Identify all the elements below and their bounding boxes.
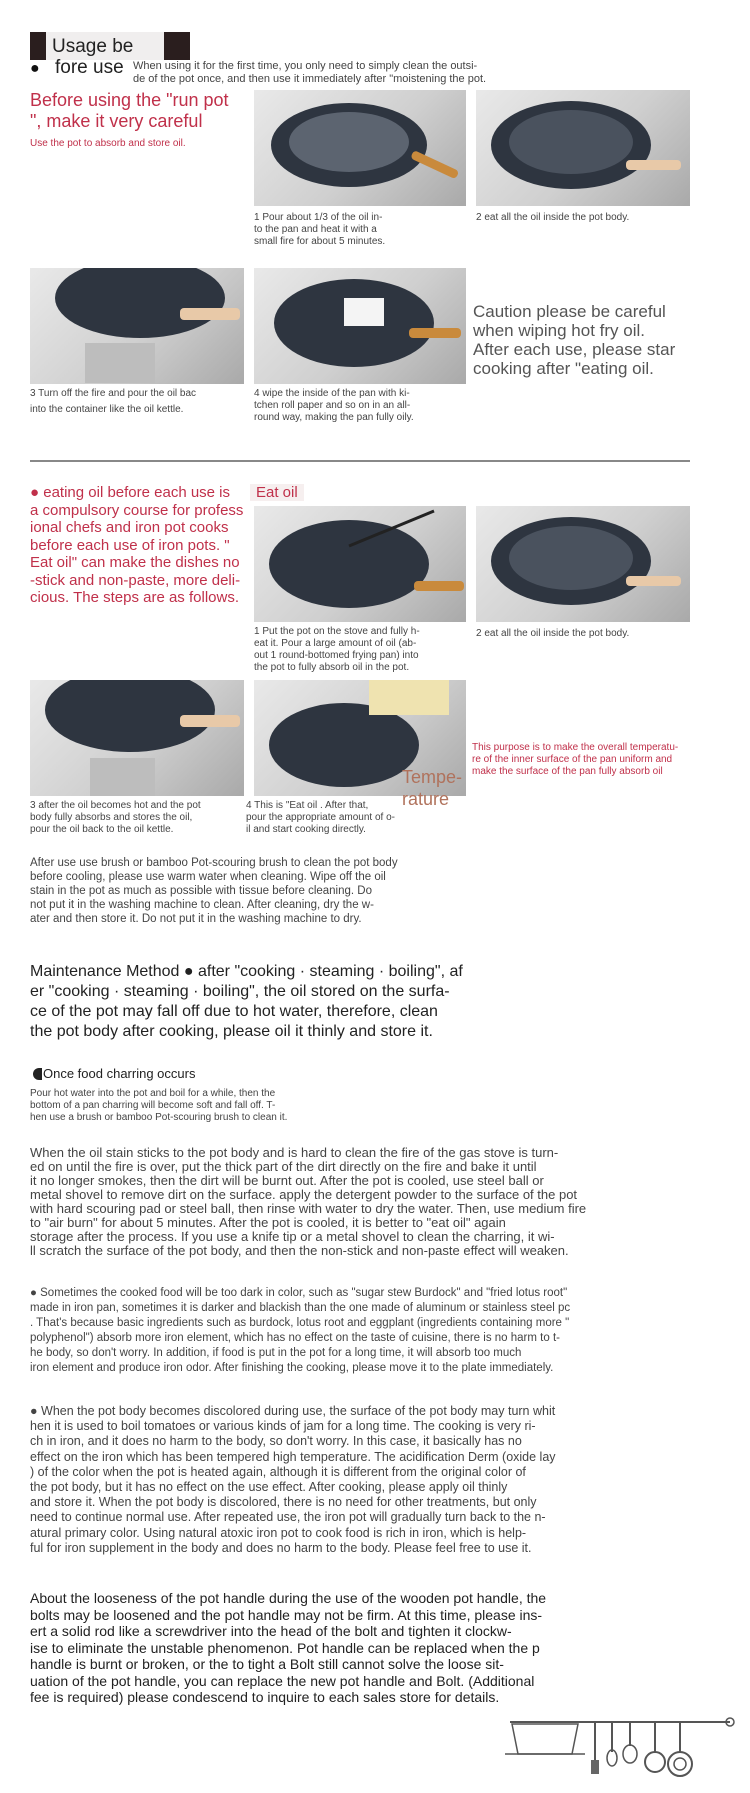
section1-heading: Before using the "run pot ", make it very careful <box>30 90 229 131</box>
purpose-note: This purpose is to make the overall temperatu- re of the inner surface of the pan uniform and make the surface of the pan fully absorb oil <box>472 742 679 777</box>
caption-1-1: 1 Pour about 1/3 of the oil in- to the pan and heat it with a small fire for about 5 minutes. <box>254 212 386 247</box>
photo-eat-oil-2 <box>476 506 690 622</box>
temperature-label: Tempe- rature <box>402 767 463 809</box>
photo-pour-back <box>30 268 244 384</box>
wok-illustration <box>254 506 466 622</box>
section1-sub: Use the pot to absorb and store oil. <box>30 138 186 149</box>
wok-illustration <box>476 90 690 206</box>
caption-1-2: 2 eat all the oil inside the pot body. <box>476 212 630 223</box>
photo-eat-oil-1 <box>476 90 690 206</box>
dark-color-text: ● Sometimes the cooked food will be too dark in color, such as "sugar stew Burdock" and "fried lotus root" made in iron pan, sometimes it is darker and blackish than the one made of aluminum or stainless steel pc . That's because basic ingredients such as burdock, lotus root and eggplant (ingredients containing more " polyphenol") absorb more iron element, which has no effect on the taste of cuisine, there is no harm to t- he body, so don't worry. In addition, if food is put in the pot for a long time, it will absorb too much iron element and produce iron odor. After finishing the cooking, please move it to the plate immediately. <box>30 1287 571 1374</box>
header-title-block <box>30 32 165 60</box>
section2-intro: ● eating oil before each use is a compulsory course for profess ional chefs and iron pot cooks before each use of iron pots. " Eat oil" can make the dishes no -stick and non-paste, more deli- cious. The steps are as follows. <box>30 484 244 606</box>
caption-2-2: 2 eat all the oil inside the pot body. <box>476 628 630 639</box>
section-divider <box>30 460 690 462</box>
wok-illustration <box>254 90 466 206</box>
header-title: Usage be <box>52 36 134 57</box>
caution-note: Caution please be careful when wiping hot fry oil. After each use, please star cooking after "eating oil. <box>473 302 676 378</box>
caption-2-3: 3 after the oil becomes hot and the pot body fully absorbs and stores the oil, pour the oil back to the oil kettle. <box>30 800 201 835</box>
title-marker-right <box>164 32 190 60</box>
oil-stain-text: When the oil stain sticks to the pot body and is hard to clean the fire of the gas stove is turn- ed on until the fire is over, put the thick part of the dirt directly on the fire and bake it until it no longer smokes, then the dirt will be burnt out. After the pot is cooled, use steel ball or metal shovel to remove dirt on the surface. apply the detergent powder to the surface of the pot with hard scouring pad or steel ball, then rinse with water to dry the water. Then, use medium fire to "air burn" for about 5 minutes. After the pot is cooled, it is better to "eat oil" again storage after the process. If you use a knife tip or a metal shovel to clean the charring, it wi- ll scratch the surface of the pot body, and then the non-stick and non-paste effect will weaken. <box>30 1145 587 1258</box>
header-title-2: fore use <box>55 57 124 78</box>
caption-1-3: 3 Turn off the fire and pour the oil bac into the container like the oil kettle. <box>30 388 197 415</box>
header-bullet: ● <box>30 60 40 77</box>
caption-2-4: 4 This is "Eat oil . After that, pour the appropriate amount of o- il and start cooking directly. <box>246 800 395 835</box>
photo-oil-back <box>30 680 244 796</box>
wok-illustration <box>254 268 466 384</box>
title-marker-left <box>30 32 46 60</box>
handle-text: About the looseness of the pot handle during the use of the wooden pot handle, the bolts may be loosened and the pot handle may not be firm. At this time, please ins- ert a solid rod like a screwdriver into the head of the bolt and tighten it clockw- ise to eliminate the unstable phenomenon. Pot handle can be replaced when the p handle is burnt or broken, or the to tight a Bolt still cannot solve the loose sit- uation of the pot handle, you can replace the new pot handle and Bolt. (Additional fee is required) please condescend to inquire to each sales store for details. <box>30 1590 547 1705</box>
photo-heat-pot <box>254 506 466 622</box>
charring-marker <box>33 1068 42 1080</box>
photo-pour-oil <box>254 90 466 206</box>
discolored-text: ● When the pot body becomes discolored during use, the surface of the pot body may turn whit hen it is used to boil tomatoes or various kinds of jam for a long time. The cooking is very ri- ch in iron, and it does no harm to the body, so don't worry. In this case, it basically has no effect on the iron which has been tempered high temperature. The acidification Derm (oxide lay ) of the color when the pot is heated again, although it is different from the original color of the pot body, but it has no effect on the use effect. After cooking, please apply oil thinly and store it. When the pot body is discolored, there is no need for other treatments, but only need to continue normal use. After repeated use, the iron pot will gradually turn back to the n- atural primary color. Using natural atoxic iron pot to cook food is rich in iron, which is help- ful for iron supplement in the body and does no harm to the body. Please feel free to use it. <box>30 1404 556 1555</box>
charring-heading: Once food charring occurs <box>43 1066 196 1081</box>
photo-wipe-pan <box>254 268 466 384</box>
after-use-text: After use use brush or bamboo Pot-scouring brush to clean the pot body before cooling, please use warm water when cleaning. Wipe off the oil stain in the pot as much as possible with tissue before cleaning. Do not put it in the washing machine to clean. After cleaning, dry the w- ater and then store it. Do not put it in the washing machine to dry. <box>30 857 398 925</box>
wok-illustration <box>30 268 244 384</box>
wok-illustration <box>476 506 690 622</box>
charring-text: Pour hot water into the pot and boil for a while, then the bottom of a pan charring will become soft and fall off. T- hen use a brush or bamboo Pot-scouring brush to clean it. <box>30 1088 288 1123</box>
caption-2-1: 1 Put the pot on the stove and fully h- eat it. Pour a large amount of oil (ab- out 1 round-bottomed frying pan) into the pot to fully absorb oil in the pot. <box>254 626 420 673</box>
maintenance-text: Maintenance Method ● after "cooking · steaming · boiling", af er "cooking · steaming · boiling", the oil stored on the surfa- ce of the pot may fall off due to hot water, therefore, clean the pot body after cooking, please oil it thinly and store it. <box>30 963 463 1040</box>
header-intro: When using it for the first time, you only need to simply clean the outsi- de of the pot once, and then use it immediately after "moistening the pot. <box>133 60 487 85</box>
utensil-rack-icon <box>500 1712 740 1782</box>
wok-illustration <box>30 680 244 796</box>
eat-oil-label: Eat oil <box>250 484 304 501</box>
caption-1-4: 4 wipe the inside of the pan with ki- tchen roll paper and so on in an all- round way, making the pan fully oily. <box>254 388 414 423</box>
